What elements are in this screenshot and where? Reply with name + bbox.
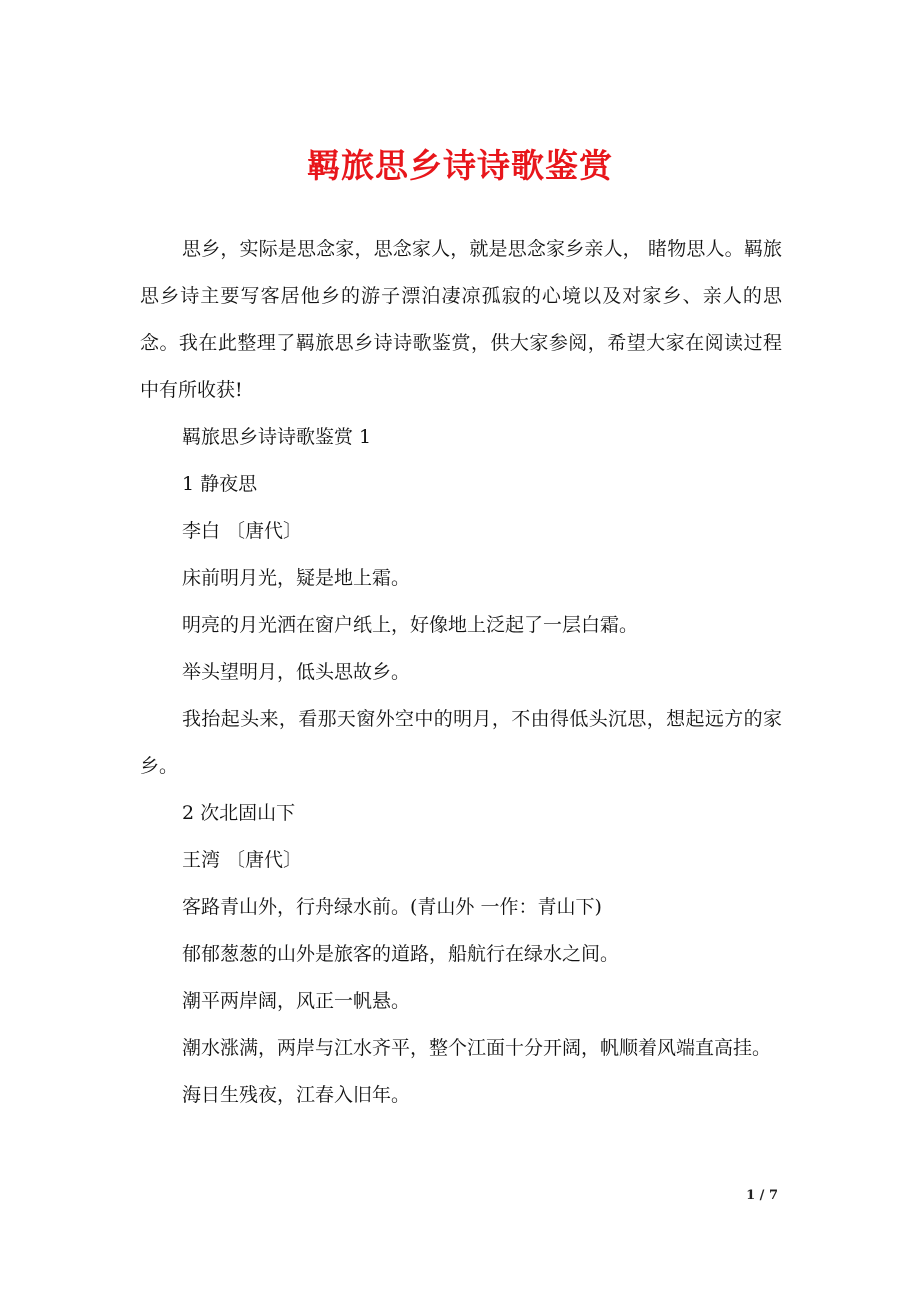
page-indicator: 1 / 7 [746,1188,778,1203]
poem-author: 李白 〔唐代〕 [182,520,303,542]
poem-line: 客路青山外，行舟绿水前。(青山外 一作：青山下) [182,896,602,918]
poem-translation: 郁郁葱葱的山外是旅客的道路，船航行在绿水之间。 [182,943,620,965]
poem-translation: 明亮的月光洒在窗户纸上，好像地上泛起了一层白霜。 [182,614,639,636]
paragraph: 思乡，实际是思念家，思念家人，就是思念家乡亲人， 睹物思人。羁旅思乡诗主要写客居他乡的游子漂泊凄凉孤寂的心境以及对家乡、亲人的思念。我在此整理了羁旅思乡诗诗歌鉴赏，供大家参阅，希望大家在阅读过程中有所收获! [140,238,782,401]
document-body [140,226,782,1119]
poem-translation: 我抬起头来，看那天窗外空中的明月，不由得低头沉思，想起远方的家乡。 [140,708,782,777]
poem-line: 床前明月光，疑是地上霜。 [182,567,411,589]
poem-line: 潮平两岸阔，风正一帆悬。 [182,990,411,1012]
poem-title: 2 次北固山下 [182,802,296,824]
poem-author: 王湾 〔唐代〕 [182,849,303,871]
poem-title: 1 静夜思 [182,473,258,495]
document-title: 羁旅思乡诗诗歌鉴赏 [307,146,613,185]
section-heading: 羁旅思乡诗诗歌鉴赏 1 [182,426,372,448]
poem-translation: 潮水涨满，两岸与江水齐平，整个江面十分开阔，帆顺着风端直高挂。 [182,1037,772,1059]
poem-line: 海日生残夜，江春入旧年。 [182,1084,411,1106]
poem-line: 举头望明月，低头思故乡。 [182,661,411,683]
